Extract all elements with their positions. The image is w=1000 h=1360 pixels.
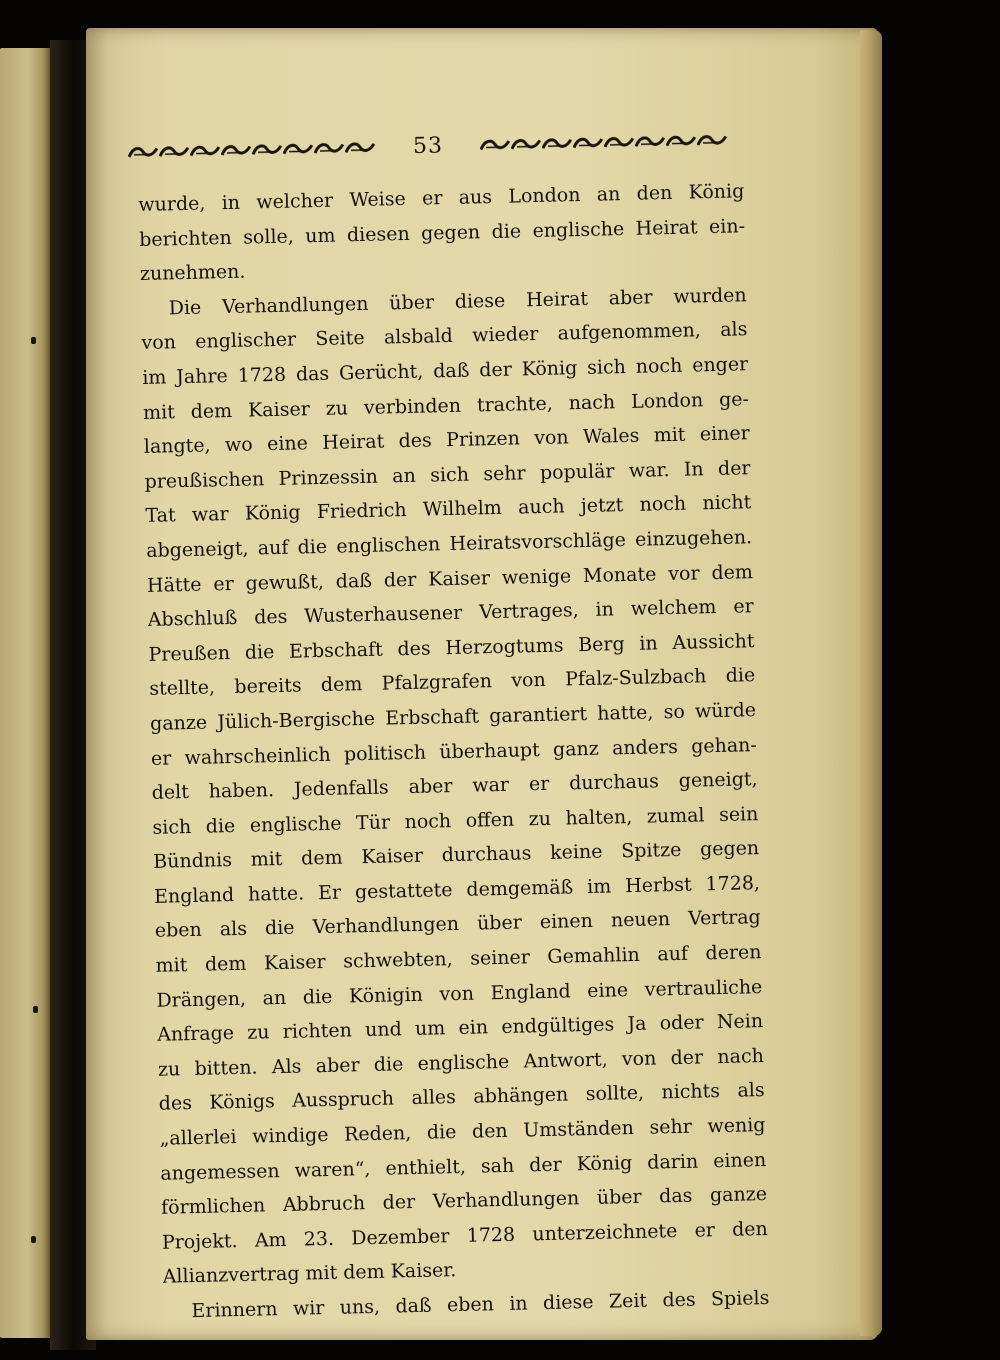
text-line: Tat war König Friedrich Wilhelm auch jetzt noch nicht — [145, 491, 752, 528]
text-line: im Jahre 1728 das Gerücht, daß der König sich noch enger — [142, 353, 749, 389]
text-line: Drängen, an die Königin von England eine vertrauliche — [156, 975, 763, 1012]
margin-speck — [31, 1236, 36, 1243]
text-line: preußischen Prinzessin an sich sehr populär war. In der — [144, 456, 751, 493]
body-text — [138, 174, 770, 1329]
previous-page-edge — [0, 48, 50, 1338]
text-line: angemessen waren“, enthielt, sah der König darin einen — [160, 1148, 767, 1185]
text-line: Die Verhandlungen über diese Heirat aber wurden — [168, 284, 747, 320]
text-line: mit dem Kaiser zu verbinden trachte, nach London ge- — [142, 387, 750, 424]
text-line: berichten solle, um diesen gegen die englische Heirat ein- — [138, 214, 746, 251]
header-ornament-right — [480, 131, 728, 152]
page-stack-edge — [860, 30, 882, 1336]
text-line: Hätte er gewußt, daß der Kaiser wenige Monate vor dem — [146, 560, 754, 597]
text-line: zu bitten. Als aber die englische Antwort, von der nach — [157, 1044, 765, 1081]
text-line: sich die englische Tür noch offen zu halten, zumal sein — [152, 802, 759, 839]
text-line: des Königs Ausspruch alles abhängen sollte, nichts als — [158, 1079, 765, 1116]
text-line: förmlichen Abbruch der Verhandlungen über das ganze — [160, 1183, 768, 1219]
margin-speck — [31, 337, 36, 344]
text-line: zunehmen. — [139, 260, 246, 286]
text-line: ganze Jülich-Bergische Erbschaft garantiert hatte, so würde — [149, 699, 757, 735]
text-line: delt haben. Jedenfalls aber war er durchaus geneigt, — [151, 768, 758, 804]
text-line: „allerlei windige Reden, die den Umständen sehr wenig — [159, 1114, 766, 1150]
text-line: Abschluß des Wusterhausener Vertrages, in welchem er — [147, 595, 754, 632]
text-line: England hatte. Er gestattete demgemäß im Herbst 1728, — [153, 871, 761, 908]
text-line: Bündnis mit dem Kaiser durchaus keine Spitze gegen — [153, 837, 760, 874]
page-number: 53 — [412, 132, 444, 159]
text-line: Anfrage zu richten und um ein endgültiges Ja oder Nein — [156, 1010, 764, 1047]
text-line: stellte, bereits dem Pfalzgrafen von Pfalz-Sulzbach die — [149, 664, 756, 701]
margin-speck — [33, 1006, 38, 1013]
text-line: er wahrscheinlich politisch überhaupt ganz anders gehan- — [150, 733, 758, 770]
header-ornament-left — [128, 139, 376, 160]
text-line: eben als die Verhandlungen über einen neuen Vertrag — [154, 906, 761, 943]
text-line: abgeneigt, auf die englischen Heiratsvorschläge einzugehen. — [145, 526, 753, 562]
text-line: wurde, in welcher Weise er aus London an den König — [138, 180, 745, 216]
text-line: von englischer Seite alsbald wieder aufgenommen, als — [141, 318, 748, 355]
text-line: langte, wo eine Heirat des Prinzen von Wales mit einer — [143, 422, 750, 459]
text-line: Allianzvertrag mit dem Kaiser. — [162, 1259, 457, 1289]
text-line: mit dem Kaiser schwebten, seiner Gemahlin auf deren — [155, 941, 762, 977]
text-line: Erinnern wir uns, daß eben in diese Zeit des Spiels — [191, 1286, 770, 1323]
text-line: Preußen die Erbschaft des Herzogtums Berg in Aussicht — [148, 629, 755, 666]
text-line: Projekt. Am 23. Dezember 1728 unterzeichnete er den — [161, 1217, 769, 1254]
